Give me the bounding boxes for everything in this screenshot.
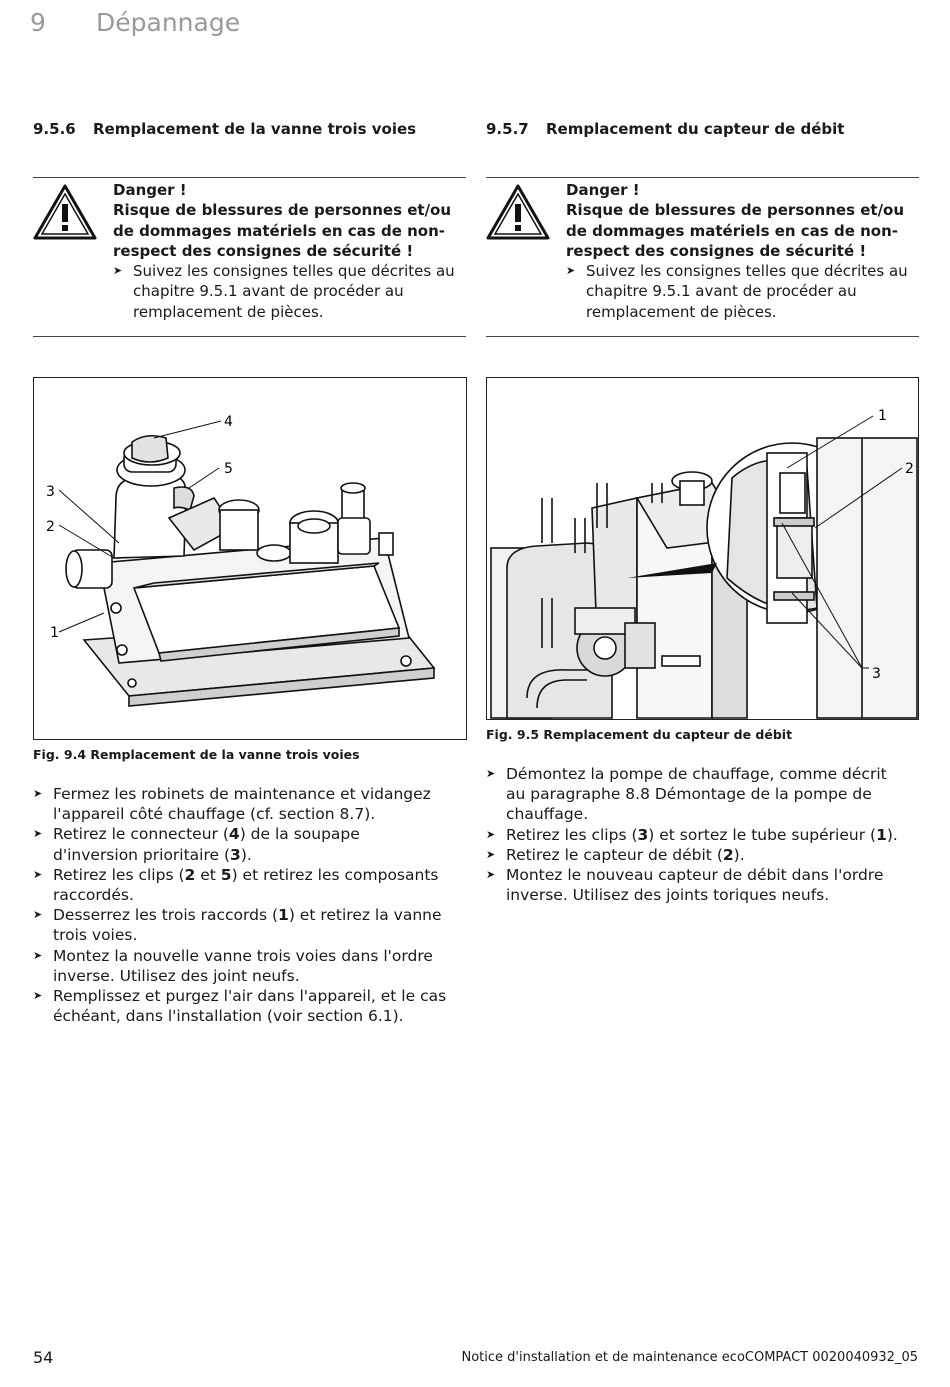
instruction-list-right xyxy=(486,764,901,905)
figure-label: 3 xyxy=(46,484,55,500)
chapter-header xyxy=(30,8,240,37)
three-way-valve-illustration xyxy=(34,378,466,739)
danger-text xyxy=(566,180,921,322)
danger-box-left xyxy=(33,177,466,337)
section-number: 9.5.6 xyxy=(33,120,76,138)
document-reference: Notice d'installation et de maintenance ecoCOMPACT 0020040932_05 xyxy=(461,1350,918,1365)
figure-flow-sensor xyxy=(486,377,919,720)
instruction-step: ➤ Desserrez les trois raccords (1) et retirez la vanne trois voies. xyxy=(33,905,448,945)
instruction-step: ➤ Montez la nouvelle vanne trois voies dans l'ordre inverse. Utilisez des joint neufs. xyxy=(33,946,448,986)
section-heading: Remplacement de la vanne trois voies xyxy=(93,120,417,138)
chapter-title: Dépannage xyxy=(96,8,241,37)
danger-text xyxy=(113,180,468,322)
page-number: 54 xyxy=(33,1348,54,1367)
danger-message: Risque de blessures de personnes et/ou de dommages matériels en cas de non-respect des consignes de sécurité ! xyxy=(113,201,452,260)
section-title-right xyxy=(486,120,844,138)
instruction-list-left xyxy=(33,784,448,1026)
instruction-step: ➤ Retirez les clips (3) et sortez le tube supérieur (1). xyxy=(486,825,901,845)
figure-label: 1 xyxy=(878,408,887,424)
danger-title: Danger ! xyxy=(566,181,640,199)
section-title-left xyxy=(33,120,416,138)
instruction-step: ➤ Démontez la pompe de chauffage, comme décrit au paragraphe 8.8 Démontage de la pompe de chauffage. xyxy=(486,764,901,825)
figure-label: 2 xyxy=(905,461,914,477)
figure-caption-left: Fig. 9.4 Remplacement de la vanne trois voies xyxy=(33,747,360,762)
flow-sensor-illustration xyxy=(487,378,918,719)
figure-label: 5 xyxy=(224,461,233,477)
figure-label: 2 xyxy=(46,519,55,535)
figure-label: 3 xyxy=(872,666,881,682)
instruction-step: ➤ Montez le nouveau capteur de débit dans l'ordre inverse. Utilisez des joints toriques neufs. xyxy=(486,865,901,905)
danger-title: Danger ! xyxy=(113,181,187,199)
danger-message: Risque de blessures de personnes et/ou de dommages matériels en cas de non-respect des consignes de sécurité ! xyxy=(566,201,905,260)
danger-box-right xyxy=(486,177,919,337)
instruction-step: ➤ Remplissez et purgez l'air dans l'appareil, et le cas échéant, dans l'installation (voir section 6.1). xyxy=(33,986,448,1026)
warning-triangle-icon xyxy=(486,184,550,240)
warning-triangle-icon xyxy=(33,184,97,240)
chapter-number: 9 xyxy=(30,8,46,37)
instruction-step: ➤ Fermez les robinets de maintenance et vidangez l'appareil côté chauffage (cf. section 8.7). xyxy=(33,784,448,824)
instruction-step: ➤ Retirez le connecteur (4) de la soupape d'inversion prioritaire (3). xyxy=(33,824,448,864)
instruction-step: ➤ Retirez le capteur de débit (2). xyxy=(486,845,901,865)
figure-label: 1 xyxy=(50,625,59,641)
section-number: 9.5.7 xyxy=(486,120,529,138)
section-heading: Remplacement du capteur de débit xyxy=(546,120,845,138)
danger-step: ➤ Suivez les consignes telles que décrites au chapitre 9.5.1 avant de procéder au remplacement de pièces. xyxy=(566,261,921,322)
danger-step: ➤ Suivez les consignes telles que décrites au chapitre 9.5.1 avant de procéder au remplacement de pièces. xyxy=(113,261,468,322)
figure-three-way-valve xyxy=(33,377,467,740)
figure-label: 4 xyxy=(224,414,233,430)
figure-caption-right: Fig. 9.5 Remplacement du capteur de débit xyxy=(486,727,793,742)
instruction-step: ➤ Retirez les clips (2 et 5) et retirez les composants raccordés. xyxy=(33,865,448,905)
